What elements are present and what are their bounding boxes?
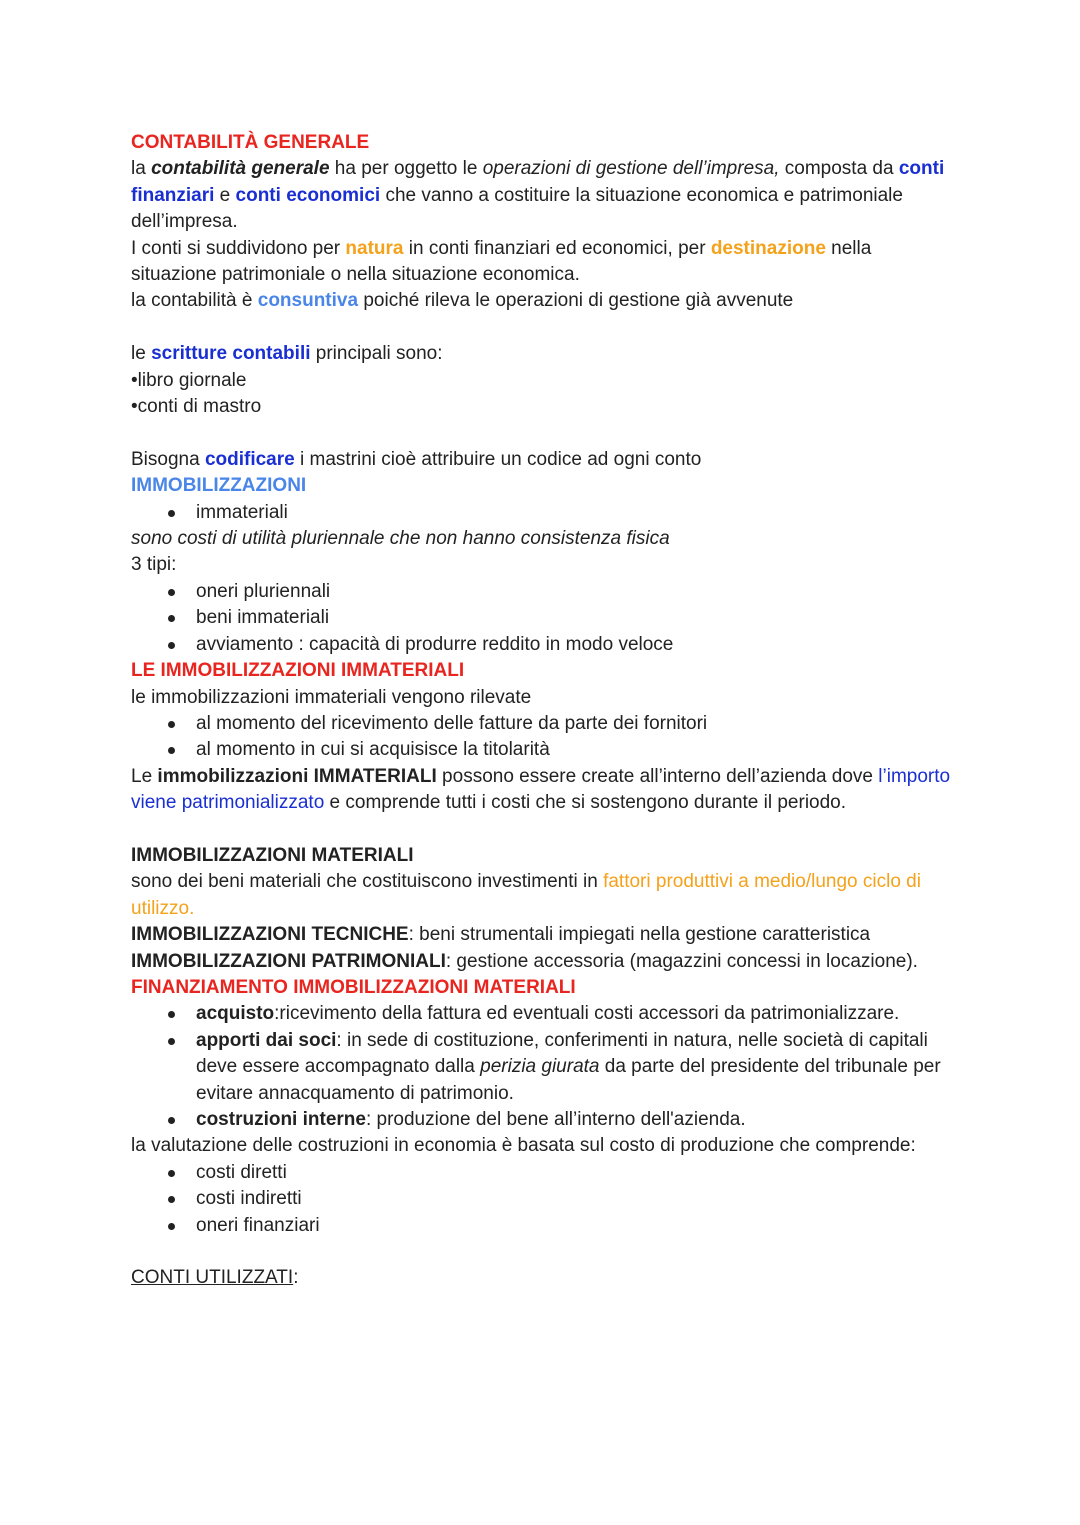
list-item: beni immateriali xyxy=(131,605,961,631)
paragraph-tecniche: IMMOBILIZZAZIONI TECNICHE: beni strumentali impiegati nella gestione caratteristica xyxy=(131,924,871,946)
list-rilevazione xyxy=(131,711,961,764)
paragraph-beni-materiali: sono dei beni materiali che costituiscono investimenti in fattori produttivi a medio/lungo ciclo di utilizzo. xyxy=(131,871,921,919)
paragraph-suddivisione-conti: I conti si suddividono per natura in conti finanziari ed economici, per destinazione nella situazione patrimoniale o nella situazione economica. xyxy=(131,237,872,286)
list-immobilizzazioni-sub xyxy=(131,500,961,526)
list-item: al momento del ricevimento delle fatture da parte dei fornitori xyxy=(131,711,961,737)
list-costi xyxy=(131,1160,961,1239)
list-item: oneri finanziari xyxy=(131,1213,961,1239)
list-item-costruzioni: costruzioni interne: produzione del bene all’interno dell'azienda. xyxy=(131,1107,961,1133)
paragraph-create-interno: Le immobilizzazioni IMMATERIALI possono essere create all’interno dell’azienda dove l’importo viene patrimonializzato e comprende tutti i costi che si sostengono durante il periodo. xyxy=(131,765,951,814)
paragraph-patrimoniali: IMMOBILIZZAZIONI PATRIMONIALI: gestione accessoria (magazzini concessi in locazione). xyxy=(131,950,918,972)
list-item: al momento in cui si acquisisce la titolarità xyxy=(131,737,961,763)
list-item-acquisto: acquisto:ricevimento della fattura ed eventuali costi accessori da patrimonializzare. xyxy=(131,1001,961,1027)
paragraph-contabilita-oggetto: la contabilità generale ha per oggetto le operazioni di gestione dell’impresa, composta da conti finanziari e conti economici che vanno a costituire la situazione economica e patrimoniale dell’impresa. xyxy=(131,158,945,233)
list-item: costi indiretti xyxy=(131,1186,961,1212)
list-item: oneri pluriennali xyxy=(131,579,961,605)
heading-conti-utilizzati: CONTI UTILIZZATI: xyxy=(131,1267,299,1289)
list-item: costi diretti xyxy=(131,1160,961,1186)
list-tipi xyxy=(131,579,961,658)
heading-immobilizzazioni-immateriali: LE IMMOBILIZZAZIONI IMMATERIALI xyxy=(131,660,465,682)
title-contabilita-generale: CONTABILITÀ GENERALE xyxy=(131,132,370,153)
heading-immobilizzazioni: IMMOBILIZZAZIONI xyxy=(131,475,307,497)
paragraph-codificare: Bisogna codificare i mastrini cioè attribuire un codice ad ogni conto xyxy=(131,448,702,470)
paragraph-consuntiva: la contabilità è consuntiva poiché rileva le operazioni di gestione già avvenute xyxy=(131,290,794,312)
list-item: avviamento : capacità di produrre reddito in modo veloce xyxy=(131,632,961,658)
list-item-libro-giornale: •libro giornale xyxy=(131,369,247,391)
document-page xyxy=(131,130,961,1292)
list-item-conti-mastro: •conti di mastro xyxy=(131,396,262,418)
heading-finanziamento: FINANZIAMENTO IMMOBILIZZAZIONI MATERIALI xyxy=(131,976,576,998)
label-tre-tipi: 3 tipi: xyxy=(131,554,177,576)
definition-immateriali: sono costi di utilità pluriennale che non hanno consistenza fisica xyxy=(131,528,670,550)
paragraph-valutazione: la valutazione delle costruzioni in economia è basata sul costo di produzione che comprende: xyxy=(131,1135,916,1157)
list-item-immateriali: immateriali xyxy=(131,500,961,526)
list-finanziamento xyxy=(131,1001,961,1133)
list-item-apporti: apporti dai soci: in sede di costituzione, conferimenti in natura, nelle società di capitali deve essere accompagnato dalla perizia giurata da parte del presidente del tribunale per evitare annacquamento di patrimonio. xyxy=(131,1028,961,1107)
paragraph-scritture-contabili: le scritture contabili principali sono: xyxy=(131,343,443,365)
heading-immobilizzazioni-materiali: IMMOBILIZZAZIONI MATERIALI xyxy=(131,844,414,866)
paragraph-rilevate: le immobilizzazioni immateriali vengono rilevate xyxy=(131,686,532,708)
